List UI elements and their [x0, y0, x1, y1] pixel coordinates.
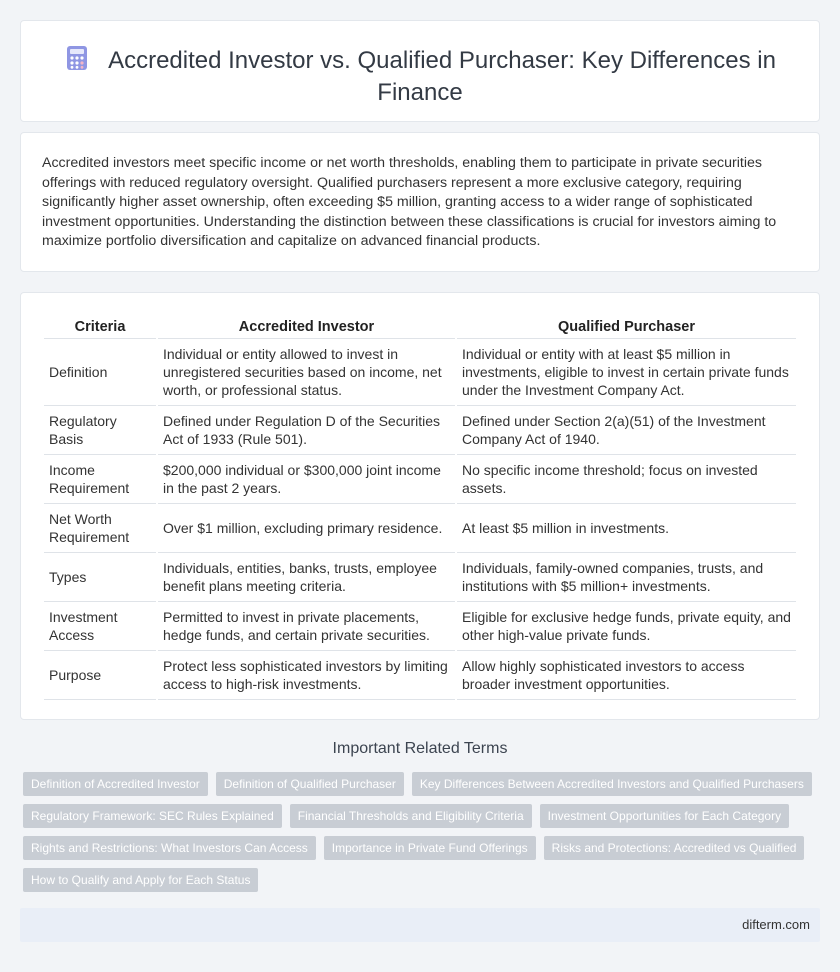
table-row [44, 651, 796, 700]
footer-bar [20, 908, 820, 942]
comparison-card [20, 292, 820, 720]
related-term-tag[interactable]: Investment Opportunities for Each Category [540, 804, 789, 828]
qualified-cell: At least $5 million in investments. [457, 504, 796, 553]
footer-site-link[interactable]: difterm.com [742, 917, 810, 932]
qualified-cell: Eligible for exclusive hedge funds, private equity, and other high-value private funds. [457, 602, 796, 651]
table-row [44, 602, 796, 651]
comparison-table [42, 315, 798, 700]
qualified-cell: No specific income threshold; focus on invested assets. [457, 455, 796, 504]
related-term-tag[interactable]: How to Qualify and Apply for Each Status [23, 868, 258, 892]
related-term-tag[interactable]: Regulatory Framework: SEC Rules Explained [23, 804, 282, 828]
criteria-cell: Definition [44, 339, 156, 406]
accredited-cell: Over $1 million, excluding primary residence. [158, 504, 455, 553]
qualified-cell: Individual or entity with at least $5 million in investments, eligible to invest in certain private funds under the Investment Company Act. [457, 339, 796, 406]
related-term-tag[interactable]: Key Differences Between Accredited Investors and Qualified Purchasers [412, 772, 812, 796]
table-row [44, 504, 796, 553]
related-terms-heading: Important Related Terms [332, 740, 508, 757]
accredited-cell: Protect less sophisticated investors by limiting access to high-risk investments. [158, 651, 455, 700]
qualified-cell: Allow highly sophisticated investors to access broader investment opportunities. [457, 651, 796, 700]
accredited-cell: Permitted to invest in private placements, hedge funds, and certain private securities. [158, 602, 455, 651]
page-title: Accredited Investor vs. Qualified Purchaser: Key Differences in Finance [108, 47, 776, 106]
title-card [20, 20, 820, 122]
header-criteria: Criteria [44, 315, 156, 339]
accredited-cell: Individual or entity allowed to invest in unregistered securities based on income, net worth, or professional status. [158, 339, 455, 406]
intro-paragraph: Accredited investors meet specific income or net worth thresholds, enabling them to participate in private securities offerings with reduced regulatory oversight. Qualified purchasers represent a more exclusive category, requiring significantly higher asset ownership, often exceeding $5 million, granting access to a wider range of sophisticated investment opportunities. Understanding the distinction between these classifications is crucial for investors aiming to maximize portfolio diversification and capitalize on advanced financial products. [42, 155, 777, 250]
table-row [44, 339, 796, 406]
table-header-row [44, 315, 796, 339]
criteria-cell: Investment Access [44, 602, 156, 651]
intro-card [20, 132, 820, 272]
table-row [44, 406, 796, 455]
criteria-cell: Types [44, 553, 156, 602]
related-term-tag[interactable]: Definition of Accredited Investor [23, 772, 208, 796]
criteria-cell: Net Worth Requirement [44, 504, 156, 553]
related-term-tag[interactable]: Definition of Qualified Purchaser [216, 772, 404, 796]
accredited-cell: $200,000 individual or $300,000 joint income in the past 2 years. [158, 455, 455, 504]
calculator-icon [64, 45, 90, 71]
table-row [44, 553, 796, 602]
title-wrap [61, 45, 779, 109]
qualified-cell: Defined under Section 2(a)(51) of the Investment Company Act of 1940. [457, 406, 796, 455]
criteria-cell: Income Requirement [44, 455, 156, 504]
related-term-tag[interactable]: Importance in Private Fund Offerings [324, 836, 536, 860]
criteria-cell: Purpose [44, 651, 156, 700]
related-terms-list [23, 772, 823, 892]
accredited-cell: Defined under Regulation D of the Securities Act of 1933 (Rule 501). [158, 406, 455, 455]
table-row [44, 455, 796, 504]
header-qualified-purchaser: Qualified Purchaser [457, 315, 796, 339]
related-term-tag[interactable]: Financial Thresholds and Eligibility Criteria [290, 804, 532, 828]
criteria-cell: Regulatory Basis [44, 406, 156, 455]
related-term-tag[interactable]: Risks and Protections: Accredited vs Qualified [544, 836, 805, 860]
header-accredited-investor: Accredited Investor [158, 315, 455, 339]
qualified-cell: Individuals, family-owned companies, trusts, and institutions with $5 million+ investments. [457, 553, 796, 602]
related-term-tag[interactable]: Rights and Restrictions: What Investors Can Access [23, 836, 316, 860]
accredited-cell: Individuals, entities, banks, trusts, employee benefit plans meeting criteria. [158, 553, 455, 602]
